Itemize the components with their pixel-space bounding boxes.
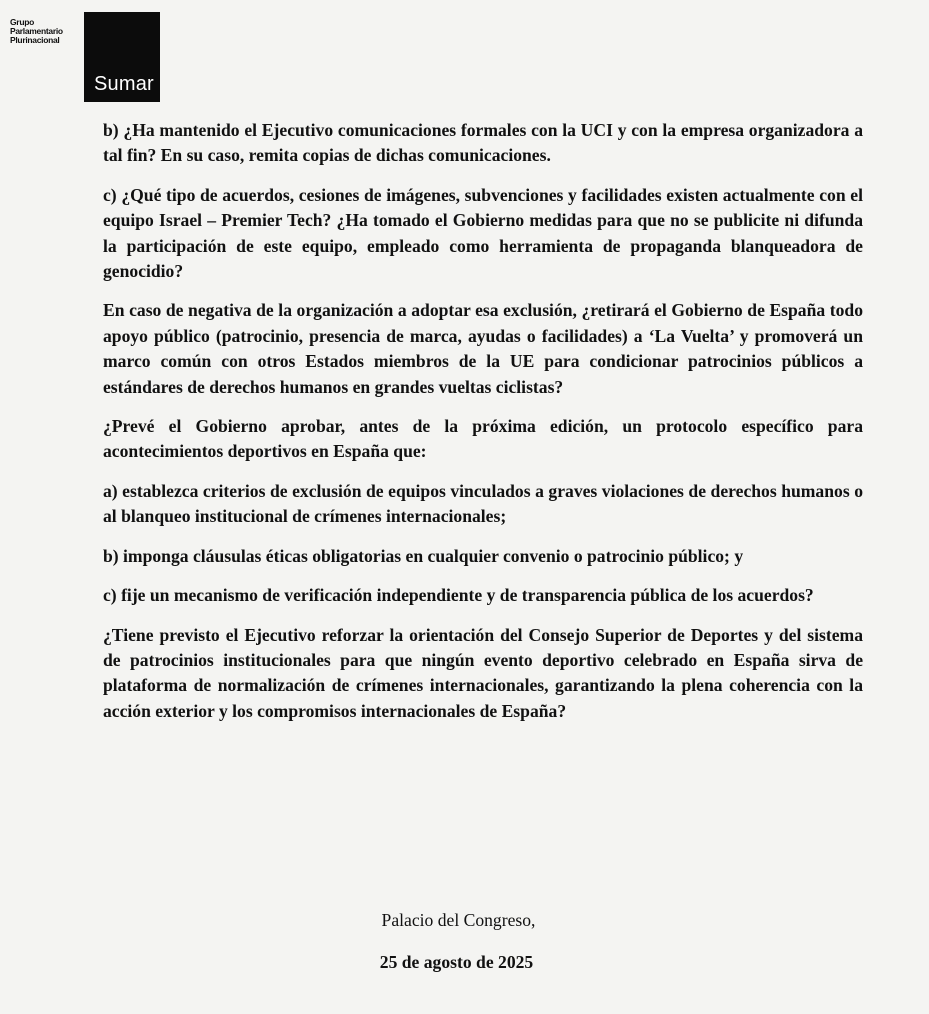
paragraph-b-communications: b) ¿Ha mantenido el Ejecutivo comunicaciones formales con la UCI y con la empresa organizadora a tal fin? En su caso, remita copias de dichas comunicaciones.	[103, 120, 863, 166]
paragraph-protocol-question: ¿Prevé el Gobierno aprobar, antes de la próxima edición, un protocolo específico para acontecimientos deportivos en España que:	[103, 416, 863, 462]
sumar-wordmark: Sumar	[94, 73, 154, 95]
sumar-logo	[84, 12, 160, 102]
document-body	[103, 118, 863, 738]
logo-line-plurinacional: Plurinacional	[10, 35, 60, 45]
paragraph-a-exclusion-criteria: a) establezca criterios de exclusión de equipos vinculados a graves violaciones de derechos humanos o al blanqueo institucional de crímenes internacionales;	[103, 480, 863, 527]
logo-line-parlamentario: Parlamentario	[10, 26, 63, 36]
logo-line-grupo: Grupo	[10, 17, 34, 27]
paragraph-csd-orientation: ¿Tiene previsto el Ejecutivo reforzar la orientación del Consejo Superior de Deportes y del sistema de patrocinios institucionales para que ningún evento deportivo celebrado en España sirva de plataforma de normalización de crímenes internacionales, garantizando la plena coherencia con la acción exterior y los compromisos internacionales de España?	[103, 624, 863, 721]
paragraph-c-agreements: c) ¿Qué tipo de acuerdos, cesiones de imágenes, subvenciones y facilidades existen actualmente con el equipo Israel – Premier Tech? ¿Ha tomado el Gobierno medidas para que no se publicite ni difunda la participación de este equipo, empleado como herramienta de propaganda blanqueadora de genocidio?	[103, 184, 863, 282]
logo-group-name	[10, 18, 63, 45]
closing-place: Palacio del Congreso,	[381, 910, 536, 930]
paragraph-c-verification: c) fije un mecanismo de verificación independiente y de transparencia pública de los acuerdos?	[103, 585, 814, 606]
paragraph-negative-case: En caso de negativa de la organización a adoptar esa exclusión, ¿retirará el Gobierno de España todo apoyo público (patrocinio, presencia de marca, ayudas o facilidades) a ‘La Vuelta’ y promoverá un marco común con otros Estados miembros de la UE para condicionar patrocinios públicos a estándares de derechos humanos en grandes vueltas ciclistas?	[103, 300, 863, 397]
paragraph-b-ethical-clauses: b) imponga cláusulas éticas obligatorias en cualquier convenio o patrocinio público; y	[103, 545, 744, 566]
closing-date: 25 de agosto de 2025	[379, 952, 534, 972]
